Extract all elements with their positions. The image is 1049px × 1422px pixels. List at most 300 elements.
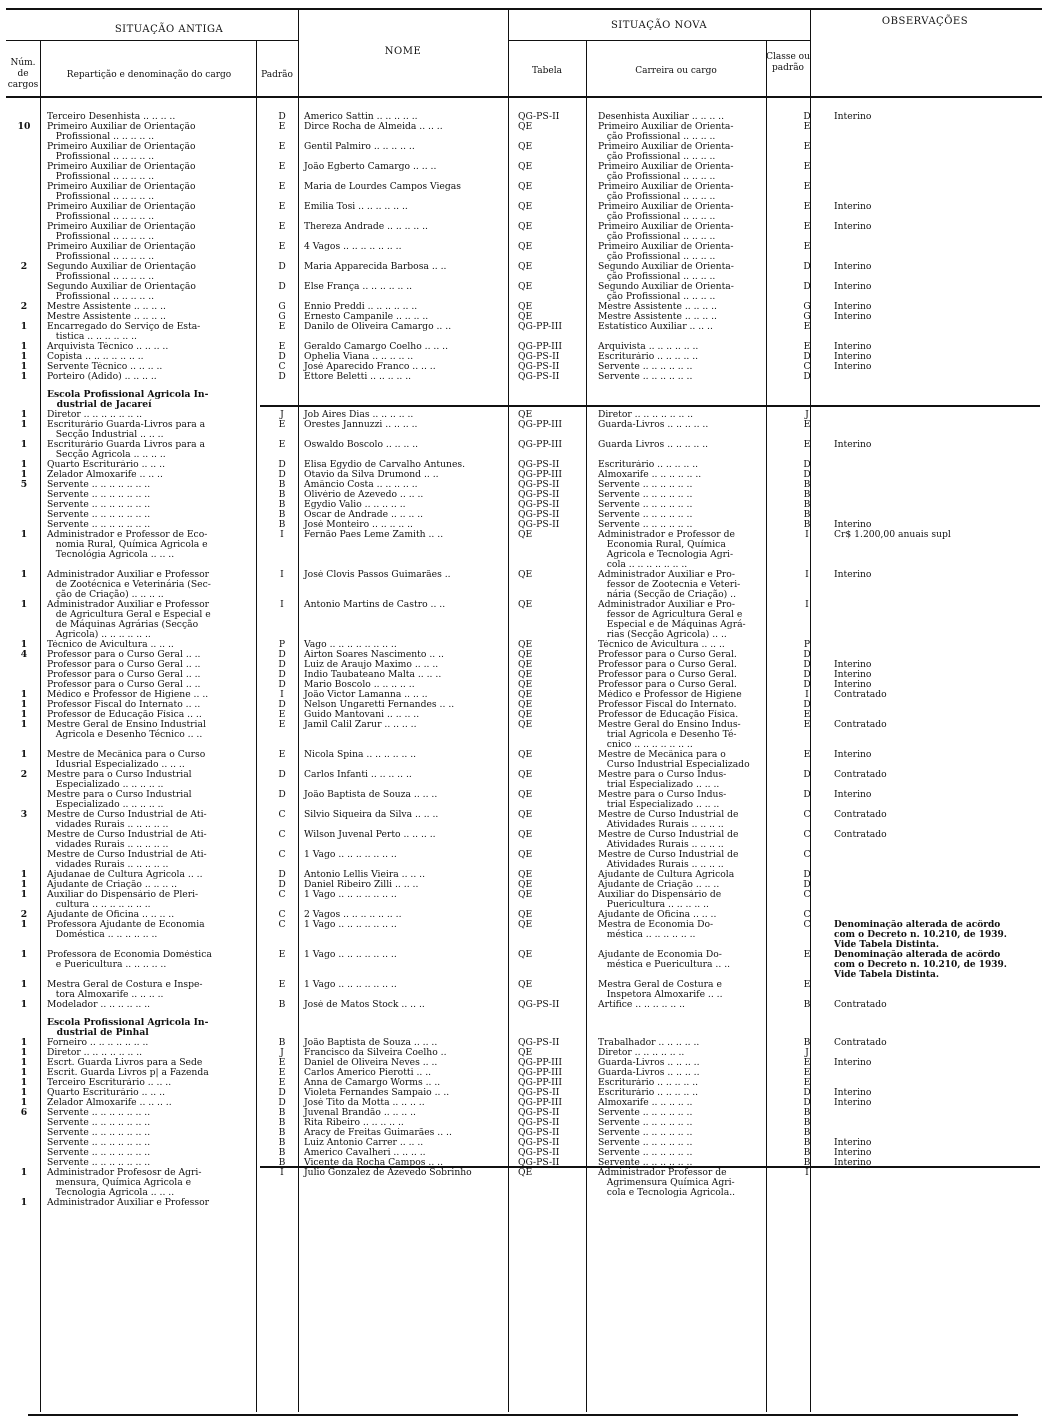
- classe-cell: B: [803, 1118, 811, 1128]
- table-row: [3, 182, 1046, 202]
- classe-cell: C: [803, 910, 811, 920]
- classe-cell: [782, 382, 832, 410]
- num-cargos-cell: 1: [20, 690, 28, 700]
- carreira-cell: Arquivista .. .. .. .. .. ..: [598, 342, 699, 352]
- tabela-cell: QG-PS-II: [518, 480, 560, 490]
- classe-cell: B: [803, 1038, 811, 1048]
- num-cargos-cell: 1: [20, 460, 28, 470]
- carreira-cell: Professor Fiscal do Internato.: [598, 700, 737, 710]
- table-row: [3, 1048, 1046, 1058]
- padrao-cell: C: [278, 890, 286, 900]
- observacoes-cell: Interino: [834, 1138, 872, 1148]
- padrao-cell: [262, 1010, 302, 1038]
- padrao-cell: D: [278, 282, 286, 292]
- num-cargos-cell: 1: [20, 410, 28, 420]
- classe-cell: B: [803, 490, 811, 500]
- table-row: [3, 500, 1046, 510]
- carreira-cell: Primeiro Auxiliar de Orienta- ção Profissional .. .. .. ..: [598, 182, 734, 202]
- tabela-cell: QG-PS-II: [518, 112, 560, 122]
- table-row: [3, 1198, 1046, 1208]
- table-row: [3, 830, 1046, 850]
- observacoes-cell: Interino: [834, 342, 872, 352]
- num-cargos-cell: 1: [20, 600, 28, 610]
- num-cargos-cell: 1: [20, 1068, 28, 1078]
- nome-cell: João Baptista de Souza .. .. ..: [304, 790, 438, 800]
- reparticao-cell: Servente .. .. .. .. .. .. ..: [47, 500, 151, 510]
- padrao-cell: E: [278, 182, 286, 192]
- tabela-cell: QE: [518, 660, 533, 670]
- nome-cell: Julio Gonzalez de Azevedo Sobrinho: [304, 1168, 472, 1178]
- padrao-cell: D: [278, 262, 286, 272]
- section-heading-row: [3, 1010, 1046, 1038]
- classe-cell: E: [803, 162, 811, 172]
- observacoes-cell: Interino: [834, 282, 872, 292]
- padrao-cell: D: [278, 770, 286, 780]
- tabela-cell: QE: [518, 302, 533, 312]
- nome-cell: Vicente da Rocha Campos .. ..: [304, 1158, 444, 1168]
- tabela-cell: QG-PS-II: [518, 362, 560, 372]
- table-row: [3, 1098, 1046, 1108]
- tabela-cell: [516, 382, 596, 410]
- observacoes-cell: Interino: [834, 570, 872, 580]
- observacoes-cell: [832, 242, 1046, 262]
- num-cargos-cell: 1: [20, 1058, 28, 1068]
- carreira-cell: Primeiro Auxiliar de Orienta- ção Profissional .. .. .. ..: [598, 222, 734, 242]
- table-row: [3, 520, 1046, 530]
- observacoes-cell: [832, 600, 1046, 640]
- nome-cell: João Victor Lamanna .. .. ..: [304, 690, 428, 700]
- reparticao-cell: Segundo Auxiliar de Orientação Profissional .. .. .. .. ..: [47, 282, 196, 302]
- reparticao-cell: Professor de Educação Física .. ..: [47, 710, 202, 720]
- nome-cell: José Aparecido Franco .. .. ..: [304, 362, 436, 372]
- reparticao-cell: Escrt. Guarda Livros para a Sede: [47, 1058, 203, 1068]
- classe-cell: C: [803, 920, 811, 930]
- padrao-cell: B: [278, 1158, 286, 1168]
- nome-cell: Jamil Calil Zarur .. .. .. ..: [304, 720, 417, 730]
- nome-cell: 1 Vago .. .. .. .. .. .. ..: [304, 850, 397, 860]
- table-row: [3, 530, 1046, 570]
- table-row: [3, 1068, 1046, 1078]
- padrao-cell: E: [278, 322, 286, 332]
- padrao-cell: C: [278, 810, 286, 820]
- classe-cell: E: [803, 122, 811, 132]
- tabela-cell: QG-PS-II: [518, 460, 560, 470]
- num-cargos-cell: [3, 520, 45, 530]
- nome-cell: Luiz de Araujo Maximo .. .. ..: [304, 660, 439, 670]
- tabela-cell: QG-PP-III: [518, 1078, 562, 1088]
- table-row: [3, 372, 1046, 382]
- padrao-cell: E: [278, 1058, 286, 1068]
- nome-cell: 4 Vagos .. .. .. .. .. .. ..: [304, 242, 402, 252]
- table-row: [3, 600, 1046, 640]
- nome-cell: Vago .. .. .. .. .. .. .. ..: [304, 640, 397, 650]
- carreira-cell: Primeiro Auxiliar de Orienta- ção Profissional .. .. .. ..: [598, 202, 734, 222]
- nome-cell: Antonio Lellis Vieira .. .. ..: [304, 870, 426, 880]
- observacoes-cell: Contratado: [834, 770, 887, 780]
- classe-cell: D: [803, 680, 811, 690]
- table-row: [3, 362, 1046, 372]
- padrao-cell: D: [278, 790, 286, 800]
- tabela-cell: QE: [518, 222, 533, 232]
- nome-cell: Silvio Siqueira da Silva .. .. ..: [304, 810, 439, 820]
- reparticao-cell: Mestre Assistente .. .. .. ..: [47, 312, 166, 322]
- table-row: [3, 1148, 1046, 1158]
- tabela-cell: QE: [518, 650, 533, 660]
- observacoes-cell: Interino: [834, 670, 872, 680]
- nome-cell: Americo Sattin .. .. .. .. ..: [304, 112, 418, 122]
- reparticao-cell: Servente .. .. .. .. .. .. ..: [47, 490, 151, 500]
- tabela-cell: QE: [518, 790, 533, 800]
- section-heading-row: [3, 382, 1046, 410]
- carreira-cell: Técnico de Avicultura .. .. ..: [598, 640, 725, 650]
- classe-cell: E: [803, 202, 811, 212]
- nome-cell: Oscar de Andrade .. .. .. ..: [304, 510, 424, 520]
- header-padrao: Padrão: [261, 70, 293, 80]
- classe-cell: E: [803, 142, 811, 152]
- reparticao-cell: Mestre para o Curso Industrial Especializado .. .. .. .. ..: [47, 790, 192, 810]
- tabela-cell: QE: [518, 670, 533, 680]
- reparticao-cell: Professor para o Curso Geral .. ..: [47, 650, 201, 660]
- reparticao-cell: Ajudante de Oficina .. .. .. ..: [47, 910, 175, 920]
- observacoes-cell: [832, 1128, 1046, 1138]
- nome-cell: Geraldo Camargo Coelho .. .. ..: [304, 342, 449, 352]
- nome-cell: Emilia Tosi .. .. .. .. .. ..: [304, 202, 408, 212]
- table-row: [3, 920, 1046, 950]
- table-row: [3, 980, 1046, 1000]
- classe-cell: D: [803, 372, 811, 382]
- reparticao-cell: Ajudante de Criação .. .. .. ..: [47, 880, 178, 890]
- padrao-cell: D: [278, 700, 286, 710]
- reparticao-cell: Professora de Economia Doméstica e Puericultura .. .. .. .. ..: [47, 950, 212, 970]
- nome-cell: Ennio Preddi .. .. .. .. .. ..: [304, 302, 418, 312]
- num-cargos-cell: [3, 1010, 45, 1038]
- reparticao-cell: Servente .. .. .. .. .. .. ..: [47, 480, 151, 490]
- carreira-cell: [596, 1010, 782, 1038]
- carreira-cell: Mestre Assistente .. .. .. ..: [598, 312, 717, 322]
- tabela-cell: QG-PS-II: [518, 490, 560, 500]
- num-cargos-cell: 2: [20, 302, 28, 312]
- carreira-cell: Servente .. .. .. .. .. ..: [598, 490, 693, 500]
- classe-cell: C: [803, 362, 811, 372]
- table-row: [3, 470, 1046, 480]
- padrao-cell: D: [278, 112, 286, 122]
- reparticao-cell: Primeiro Auxiliar de Orientação Profissional .. .. .. .. ..: [47, 162, 196, 182]
- classe-cell: B: [803, 520, 811, 530]
- nome-cell: Aracy de Freitas Guimarães .. ..: [304, 1128, 452, 1138]
- observacoes-cell: [832, 142, 1046, 162]
- num-cargos-cell: [3, 680, 45, 690]
- carreira-cell: Primeiro Auxiliar de Orienta- ção Profissional .. .. .. ..: [598, 162, 734, 182]
- classe-cell: D: [803, 770, 811, 780]
- reparticao-cell: Zelador Almoxarife .. .. .. ..: [47, 1098, 172, 1108]
- carreira-cell: Auxiliar do Dispensário de Puericultura .. .. .. .. ..: [598, 890, 722, 910]
- padrao-cell: E: [278, 162, 286, 172]
- classe-cell: D: [803, 660, 811, 670]
- padrao-cell: E: [278, 202, 286, 212]
- carreira-cell: Ajudante de Criação .. .. ..: [598, 880, 720, 890]
- observacoes-cell: Interino: [834, 660, 872, 670]
- tabela-cell: QG-PP-III: [518, 1068, 562, 1078]
- observacoes-cell: [832, 1068, 1046, 1078]
- observacoes-cell: Contratado: [834, 720, 887, 730]
- tabela-cell: QE: [518, 1048, 533, 1058]
- reparticao-cell: Mestre Assistente .. .. .. ..: [47, 302, 166, 312]
- classe-cell: D: [803, 790, 811, 800]
- observacoes-cell: [832, 710, 1046, 720]
- classe-cell: E: [803, 420, 811, 430]
- padrao-cell: C: [278, 910, 286, 920]
- classe-cell: B: [803, 1148, 811, 1158]
- reparticao-cell: Porteiro (Adido) .. .. .. ..: [47, 372, 157, 382]
- num-cargos-cell: 1: [20, 1088, 28, 1098]
- tabela-cell: QG-PS-II: [518, 1138, 560, 1148]
- table-row: [3, 342, 1046, 352]
- table-row: [3, 282, 1046, 302]
- tabela-cell: QE: [518, 182, 533, 192]
- classe-cell: [782, 1010, 832, 1038]
- carreira-cell: Primeiro Auxiliar de Orienta- ção Profissional .. .. .. ..: [598, 122, 734, 142]
- carreira-cell: Mestre para o Curso Indus- trial Especializado .. .. ..: [598, 790, 727, 810]
- num-cargos-cell: [3, 1148, 45, 1158]
- table-row: [3, 440, 1046, 460]
- tabela-cell: QE: [518, 282, 533, 292]
- nome-cell: Olivério de Azevedo .. .. ..: [304, 490, 424, 500]
- observacoes-cell: [832, 490, 1046, 500]
- padrao-cell: B: [278, 1000, 286, 1010]
- nome-cell: Egydio Valio .. .. .. .. ..: [304, 500, 406, 510]
- padrao-cell: J: [280, 1048, 284, 1058]
- reparticao-cell: Primeiro Auxiliar de Orientação Profissional .. .. .. .. ..: [47, 142, 196, 162]
- tabela-cell: QE: [518, 262, 533, 272]
- classe-cell: G: [803, 312, 811, 322]
- reparticao-cell: Forneiro .. .. .. .. .. .. ..: [47, 1038, 149, 1048]
- num-cargos-cell: 1: [20, 750, 28, 760]
- observacoes-cell: Interino: [834, 750, 872, 760]
- num-cargos-cell: [3, 490, 45, 500]
- carreira-cell: Servente .. .. .. .. .. ..: [598, 520, 693, 530]
- carreira-cell: Estatístico Auxiliar .. .. ..: [598, 322, 713, 332]
- carreira-cell: [596, 1198, 782, 1208]
- observacoes-cell: Interino: [834, 440, 872, 450]
- nome-cell: 1 Vago .. .. .. .. .. .. ..: [304, 890, 397, 900]
- carreira-cell: Primeiro Auxiliar de Orienta- ção Profissional .. .. .. ..: [598, 242, 734, 262]
- header-reparticao: Repartição e denominação do cargo: [66, 70, 232, 80]
- observacoes-cell: Interino: [834, 312, 872, 322]
- table-row: [3, 670, 1046, 680]
- reparticao-cell: Servente .. .. .. .. .. .. ..: [47, 1118, 151, 1128]
- carreira-cell: Administrador e Professor de Economia Rural, Química Agricola e Tecnologia Agri- cola .. .. .. .. .. .. ..: [598, 530, 735, 570]
- padrao-cell: B: [278, 1108, 286, 1118]
- carreira-cell: Mestre Assistente .. .. .. ..: [598, 302, 717, 312]
- nome-cell: Oswaldo Boscolo .. .. .. ..: [304, 440, 419, 450]
- table-row: [3, 890, 1046, 910]
- table-row: [3, 202, 1046, 222]
- reparticao-cell: Terceiro Escriturário .. .. ..: [47, 1078, 172, 1088]
- observacoes-cell: [832, 870, 1046, 880]
- table-row: [3, 510, 1046, 520]
- tabela-cell: QG-PS-II: [518, 500, 560, 510]
- num-cargos-cell: [3, 1128, 45, 1138]
- tabela-cell: QG-PP-III: [518, 1098, 562, 1108]
- table-row: [3, 810, 1046, 830]
- carreira-cell: Guarda-Livros .. .. .. ..: [598, 1058, 700, 1068]
- tabela-cell: QG-PP-III: [518, 322, 562, 332]
- tabela-cell: QE: [518, 570, 533, 580]
- section-heading: Escola Profissional Agricola In- dustrial de Pinhal: [47, 1017, 209, 1038]
- classe-cell: I: [805, 600, 809, 610]
- num-cargos-cell: 1: [20, 1038, 28, 1048]
- table-row: [3, 1038, 1046, 1048]
- observacoes-cell: [832, 980, 1046, 1000]
- padrao-cell: E: [278, 122, 286, 132]
- num-cargos-cell: 5: [20, 480, 28, 490]
- table-row: [3, 700, 1046, 710]
- header-carreira: Carreira ou cargo: [635, 66, 717, 76]
- num-cargos-cell: [3, 670, 45, 680]
- padrao-cell: I: [280, 530, 284, 540]
- reparticao-cell: Copista .. .. .. .. .. .. ..: [47, 352, 144, 362]
- carreira-cell: Escriturário .. .. .. .. ..: [598, 460, 699, 470]
- observacoes-cell: [832, 1198, 1046, 1208]
- padrao-cell: C: [278, 920, 286, 930]
- num-cargos-cell: 1: [20, 1198, 28, 1208]
- nome-cell: Americo Cavalheri .. .. .. ..: [304, 1148, 426, 1158]
- num-cargos-cell: 1: [20, 470, 28, 480]
- tabela-cell: QG-PS-II: [518, 1148, 560, 1158]
- header-situacao-antiga: SITUAÇÃO ANTIGA: [114, 24, 224, 35]
- classe-cell: I: [805, 530, 809, 540]
- reparticao-cell: Mestra Geral de Costura e Inspe- tora Almoxarife .. .. .. ..: [47, 980, 203, 1000]
- carreira-cell: Ajudante de Economia Do- méstica e Puericultura .. ..: [598, 950, 731, 970]
- carreira-cell: Professor para o Curso Geral.: [598, 650, 737, 660]
- nome-cell: Daniel de Oliveira Neves .. ..: [304, 1058, 438, 1068]
- padrao-cell: E: [278, 750, 286, 760]
- carreira-cell: Servente .. .. .. .. .. ..: [598, 1148, 693, 1158]
- nome-cell: Amâncio Costa .. .. .. .. ..: [304, 480, 418, 490]
- nome-cell: Ettore Beletti .. .. .. .. ..: [304, 372, 412, 382]
- tabela-cell: QG-PS-II: [518, 1128, 560, 1138]
- num-cargos-cell: 1: [20, 870, 28, 880]
- section-heading: Escola Profissional Agricola In- dustrial de Jacareí: [47, 389, 209, 410]
- header-observacoes: OBSERVAÇÕES: [881, 16, 969, 27]
- table-row: [3, 302, 1046, 312]
- classe-cell: B: [803, 510, 811, 520]
- num-cargos-cell: [3, 790, 45, 810]
- classe-cell: B: [803, 1138, 811, 1148]
- table-row: [3, 1088, 1046, 1098]
- reparticao-cell: Servente .. .. .. .. .. .. ..: [47, 1158, 151, 1168]
- reparticao-cell: Ajudanae de Cultura Agricola .. ..: [47, 870, 203, 880]
- num-cargos-cell: [3, 1158, 45, 1168]
- observacoes-cell: Contratado: [834, 1000, 887, 1010]
- table-row: [3, 142, 1046, 162]
- nome-cell: Job Aires Dias .. .. .. .. ..: [304, 410, 414, 420]
- carreira-cell: Ajudante de Cultura Agricola: [598, 870, 735, 880]
- observacoes-cell: Cr$ 1.200,00 anuais supl: [834, 530, 951, 540]
- header-mid-rule-right: [508, 40, 810, 41]
- tabela-cell: QE: [518, 720, 533, 730]
- classe-cell: I: [805, 690, 809, 700]
- carreira-cell: Escriturário .. .. .. .. ..: [598, 352, 699, 362]
- classe-cell: D: [803, 1098, 811, 1108]
- padrao-cell: C: [278, 362, 286, 372]
- observacoes-cell: Contratado: [834, 830, 887, 840]
- classe-cell: B: [803, 480, 811, 490]
- padrao-cell: B: [278, 510, 286, 520]
- carreira-cell: Mestre de Curso Industrial de Atividades Rurais .. .. .. ..: [598, 830, 739, 850]
- reparticao-cell: Administrador Auxiliar e Professor de Agricultura Geral e Especial e de Máquinas Agrárias (Secção Agricola) .. .. .. .. .. ..: [47, 600, 211, 640]
- carreira-cell: Almoxarife .. .. .. .. ..: [598, 1098, 693, 1108]
- reparticao-cell: Médico e Professor de Higiene .. ..: [47, 690, 209, 700]
- padrao-cell: I: [280, 600, 284, 610]
- observacoes-cell: [832, 880, 1046, 890]
- nome-cell: Thereza Andrade .. .. .. .. ..: [304, 222, 428, 232]
- nome-cell: José Clovis Passos Guimarães ..: [304, 570, 451, 580]
- padrao-cell: B: [278, 500, 286, 510]
- classe-cell: I: [805, 570, 809, 580]
- carreira-cell: Mestra Geral de Costura e Inspetora Almoxarife .. ..: [598, 980, 723, 1000]
- tabela-cell: QE: [518, 410, 533, 420]
- observacoes-cell: [832, 700, 1046, 710]
- padrao-cell: E: [278, 342, 286, 352]
- header-bottom-rule: [6, 96, 1042, 98]
- num-cargos-cell: [3, 660, 45, 670]
- num-cargos-cell: 2: [20, 910, 28, 920]
- reparticao-cell: Terceiro Desenhista .. .. .. ..: [47, 112, 176, 122]
- carreira-cell: Servente .. .. .. .. .. ..: [598, 372, 693, 382]
- nome-cell: José Monteiro .. .. .. .. ..: [304, 520, 413, 530]
- tabela-cell: QG-PS-II: [518, 1118, 560, 1128]
- carreira-cell: Diretor .. .. .. .. .. .. ..: [598, 410, 694, 420]
- tabela-cell: QE: [518, 710, 533, 720]
- num-cargos-cell: 10: [17, 122, 31, 132]
- carreira-cell: Segundo Auxiliar de Orienta- ção Profissional .. .. .. ..: [598, 282, 734, 302]
- nome-cell: Ernesto Campanile .. .. .. ..: [304, 312, 429, 322]
- num-cargos-cell: 1: [20, 700, 28, 710]
- table-row: [3, 1058, 1046, 1068]
- num-cargos-cell: 1: [20, 352, 28, 362]
- table-row: [3, 640, 1046, 650]
- classe-cell: E: [803, 222, 811, 232]
- table-row: [3, 1118, 1046, 1128]
- classe-cell: I: [805, 1168, 809, 1178]
- nome-cell: Nelson Ungaretti Fernandes .. ..: [304, 700, 455, 710]
- nome-cell: 2 Vagos .. .. .. .. .. .. ..: [304, 910, 402, 920]
- padrao-cell: E: [278, 142, 286, 152]
- num-cargos-cell: [3, 510, 45, 520]
- reparticao-cell: Mestre de Curso Industrial de Ati- vidades Rurais .. .. .. .. ..: [47, 830, 207, 850]
- num-cargos-cell: [3, 142, 45, 162]
- tabela-cell: QE: [518, 950, 533, 960]
- observacoes-cell: Interino: [834, 1088, 872, 1098]
- reparticao-cell: Encarregado do Serviço de Esta- tistica .. .. .. .. .. ..: [47, 322, 201, 342]
- tabela-cell: QE: [518, 202, 533, 212]
- num-cargos-cell: [3, 500, 45, 510]
- num-cargos-cell: 1: [20, 720, 28, 730]
- padrao-cell: B: [278, 520, 286, 530]
- table-row: [3, 1128, 1046, 1138]
- reparticao-cell: Zelador Almoxarife .. .. ..: [47, 470, 163, 480]
- tabela-cell: QE: [518, 680, 533, 690]
- header-classe: Classe ou padrão: [766, 52, 810, 73]
- table-row: [3, 122, 1046, 142]
- reparticao-cell: Primeiro Auxiliar de Orientação Profissional .. .. .. .. ..: [47, 222, 196, 242]
- observacoes-cell: [832, 460, 1046, 470]
- observacoes-cell: [832, 122, 1046, 142]
- carreira-cell: Diretor .. .. .. .. .. ..: [598, 1048, 685, 1058]
- table-row: [3, 1158, 1046, 1168]
- carreira-cell: Guarda-Livros .. .. .. .. ..: [598, 420, 709, 430]
